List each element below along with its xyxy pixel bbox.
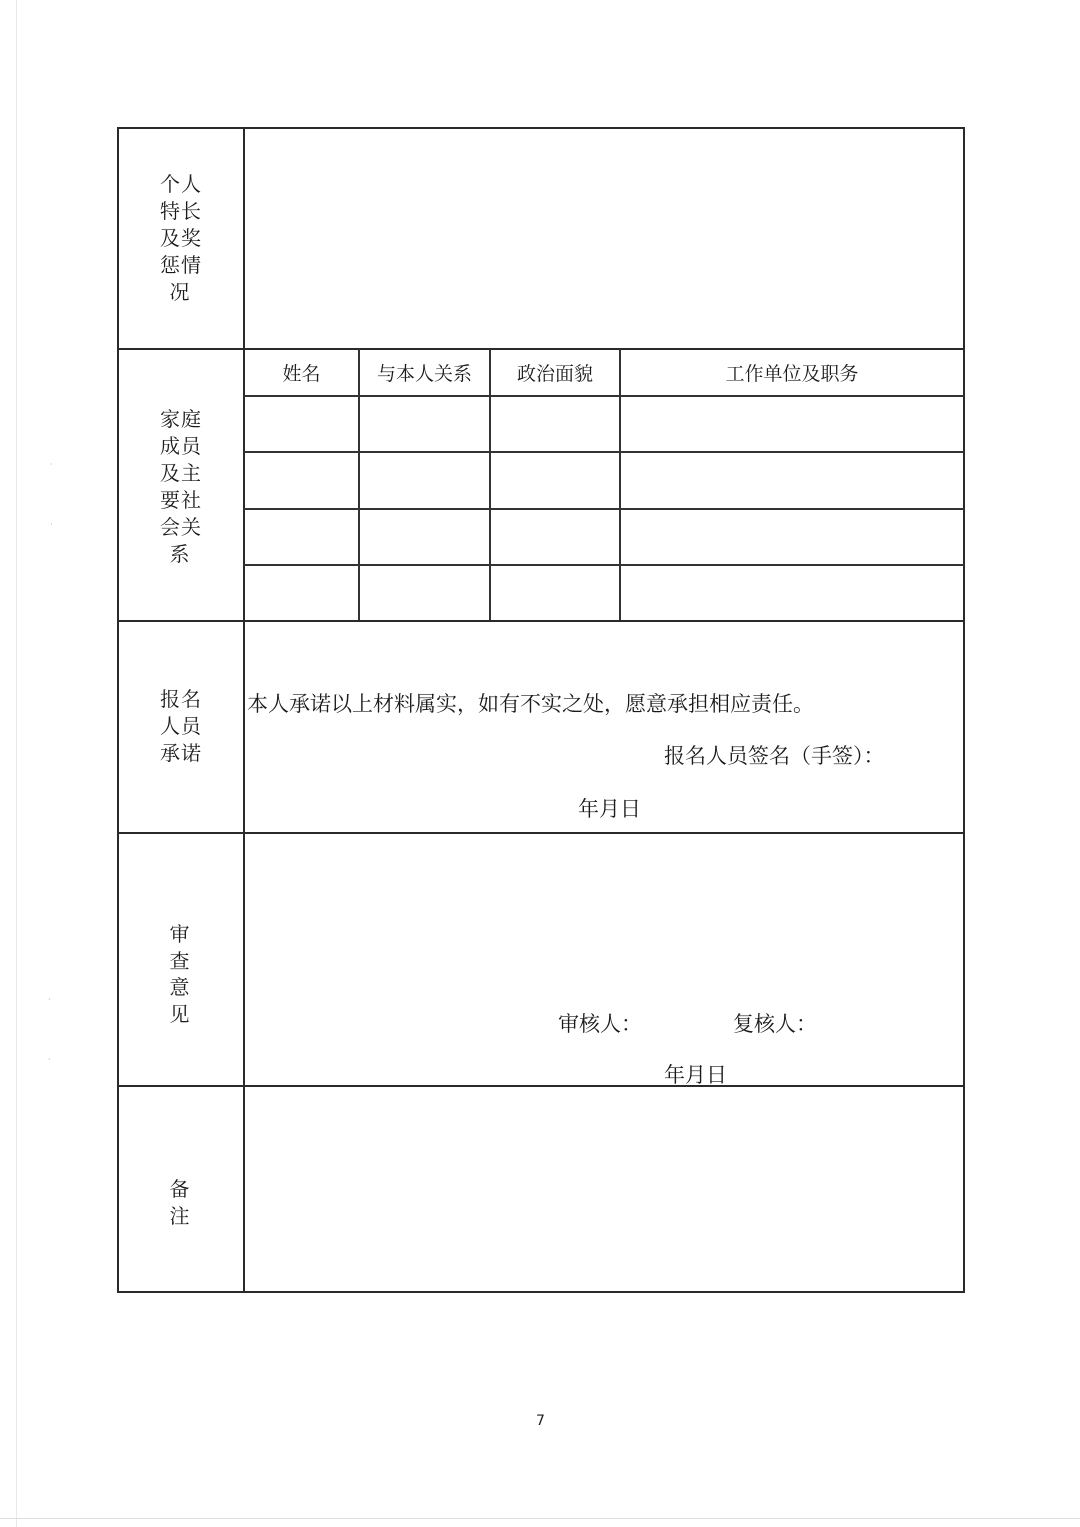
remarks-label: 备注 [169, 1177, 191, 1228]
pledge-date-label: 年月日 [578, 797, 641, 821]
family-header-relation: 与本人关系 [376, 363, 472, 385]
section-divider-3 [117, 832, 965, 834]
page-edge-bottom [0, 1518, 1080, 1519]
family-row-divider [244, 564, 964, 566]
family-header-employer-position: 工作单位及职务 [725, 363, 859, 385]
scan-speck: · [48, 1055, 51, 1064]
family-relations-label: 家庭 成员 及主 要社 会关 系 [160, 407, 202, 566]
review-date-label: 年月日 [664, 1063, 727, 1087]
scan-speck: · [50, 520, 53, 529]
reviewer-label: 审核人： [558, 1012, 642, 1036]
applicant-signature-label: 报名人员签名（手签）： [664, 744, 885, 768]
page-edge-left [16, 0, 17, 1527]
review-label-line2: 意见 [169, 975, 191, 1026]
family-header-political-status: 政治面貌 [516, 363, 593, 385]
family-row-divider [244, 451, 964, 453]
page-number: 7 [536, 1413, 545, 1429]
section-divider-2 [117, 620, 965, 622]
review-label-line1: 审查 [169, 922, 191, 973]
family-row-divider [244, 508, 964, 510]
section-divider-1 [117, 348, 965, 350]
scan-speck: · [48, 995, 51, 1004]
rechecker-label: 复核人： [733, 1012, 817, 1036]
label-column-divider [243, 127, 245, 1293]
specialty-awards-label: 个人 特长 及奖 惩情 况 [160, 172, 202, 304]
pledge-statement: 本人承诺以上材料属实，如有不实之处，愿意承担相应责任。 [247, 692, 814, 716]
family-header-name: 姓名 [282, 363, 321, 385]
scan-speck: · [50, 460, 53, 469]
section-divider-4 [117, 1085, 965, 1087]
pledge-label: 报名 人员 承诺 [160, 687, 202, 765]
